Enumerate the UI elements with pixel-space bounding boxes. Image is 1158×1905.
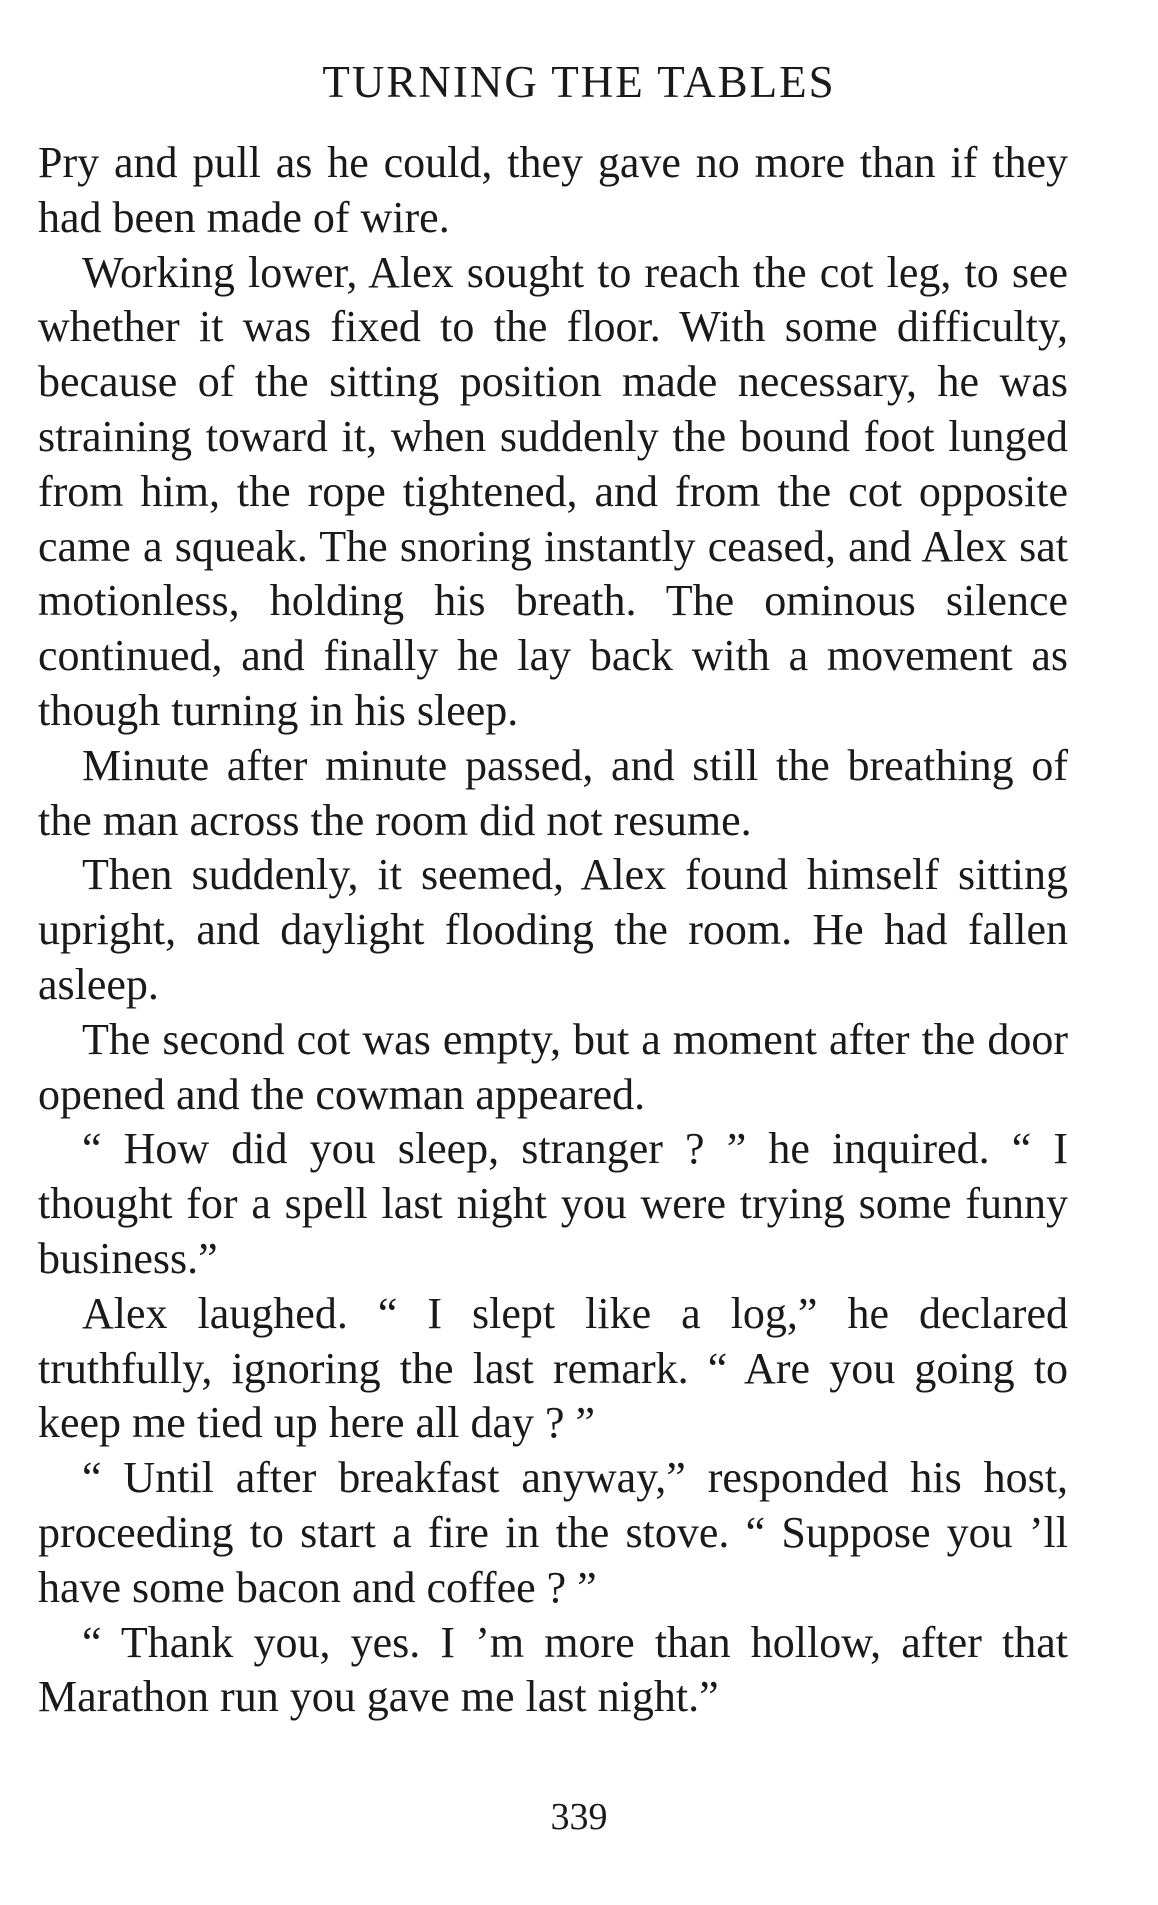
paragraph-1: Pry and pull as he could, they gave no more than if they had been made of wire. — [38, 138, 1068, 242]
paragraph-4: Then suddenly, it seemed, Alex found himself sitting upright, and daylight flooding the room. He had fallen asleep. — [38, 850, 1068, 1009]
running-head: TURNING THE TABLES — [322, 57, 836, 107]
paragraph-8: “ Until after breakfast anyway,” responded his host, proceeding to start a fire in the stove. “ Suppose you ’ll have some bacon and coffee ? ” — [38, 1453, 1068, 1612]
page-number: 339 — [550, 1796, 608, 1838]
paragraph-6: “ How did you sleep, stranger ? ” he inquired. “ I thought for a spell last night you were trying some funny business.” — [38, 1124, 1068, 1283]
paragraph-2: Working lower, Alex sought to reach the cot leg, to see whether it was fixed to the floor. With some difficulty, because of the sitting position made necessary, he was straining toward it, when suddenly the bound foot lunged from him, the rope tightened, and from the cot opposite came a squeak. The snoring instantly ceased, and Alex sat motionless, holding his breath. The ominous silence continued, and finally he lay back with a movement as though turning in his sleep. — [38, 247, 1068, 735]
body-text — [38, 136, 1068, 1725]
paragraph-3: Minute after minute passed, and still the breathing of the man across the room did not resume. — [38, 740, 1068, 845]
paragraph-7: Alex laughed. “ I slept like a log,” he declared truthfully, ignoring the last remark. “ Are you going to keep me tied up here all day ? ” — [38, 1288, 1068, 1448]
paragraph-5: The second cot was empty, but a moment after the door opened and the cowman appeared. — [38, 1014, 1068, 1119]
paragraph-9: “ Thank you, yes. I ’m more than hollow, after that Marathon run you gave me last night.” — [38, 1617, 1068, 1722]
